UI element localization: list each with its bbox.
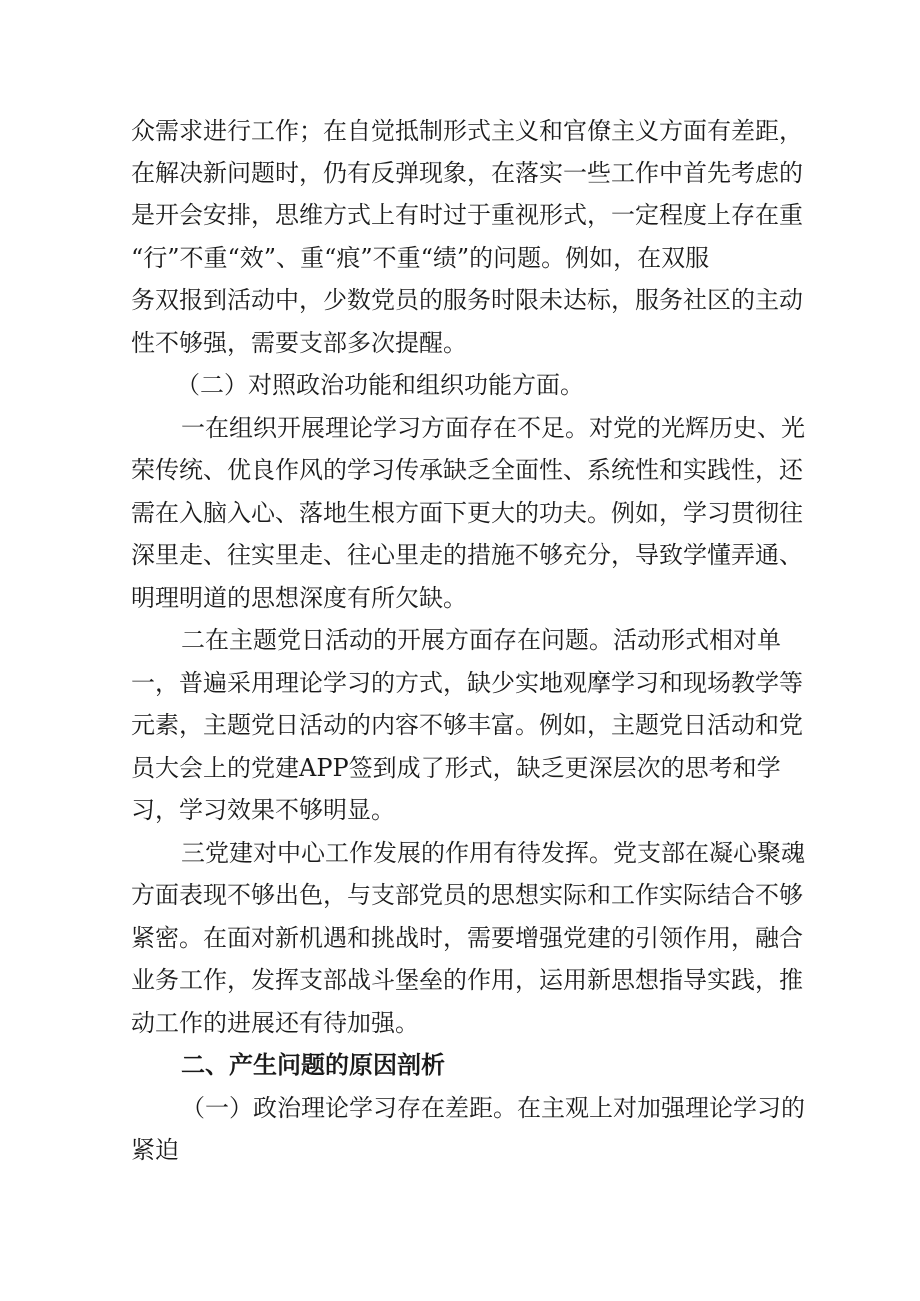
paragraph-text: 务双报到活动中，少数党员的服务时限未达标，服务社区的主动 (131, 286, 803, 314)
paragraph-line (0, 151, 920, 195)
paragraph-text: 众需求进行工作；在自觉抵制形式主义和官僚主义方面有差距， (131, 117, 803, 145)
paragraph-text: 方面表现不够出色，与支部党员的思想实际和工作实际结合不够 (131, 881, 803, 909)
paragraph-line (0, 1086, 920, 1130)
paragraph-text: 三党建对中心工作发展的作用有待发挥。党支部在凝心聚魂 (181, 839, 805, 867)
paragraph-line (0, 193, 920, 237)
subheading-text: （二）对照政治功能和组织功能方面。 (176, 371, 584, 399)
paragraph-text: （一）政治理论学习存在差距。在主观上对加强理论学习的 (181, 1094, 805, 1122)
paragraph-line (0, 746, 920, 790)
paragraph-line (0, 703, 920, 747)
paragraph-line (0, 406, 920, 450)
paragraph-line (0, 278, 920, 322)
paragraph-text: 需在入脑入心、落地生根方面下更大的功夫。例如，学习贯彻往 (131, 499, 803, 527)
section-heading-text: 二、产生问题的原因剖析 (181, 1051, 445, 1079)
paragraph-line (0, 448, 920, 492)
paragraph-text: 习，学习效果不够明显。 (131, 796, 395, 824)
paragraph-text: 紧密。在面对新机遇和挑战时，需要增强党建的引领作用，融合 (131, 924, 803, 952)
paragraph-line (0, 236, 920, 280)
paragraph-line (0, 1128, 920, 1172)
paragraph-line (0, 491, 920, 535)
paragraph-text: 元素，主题党日活动的内容不够丰富。例如，主题党日活动和党 (131, 711, 803, 739)
paragraph-line (0, 958, 920, 1002)
paragraph-text: 一，普遍采用理论学习的方式，缺少实地观摩学习和现场教学等 (131, 669, 803, 697)
paragraph-line (0, 109, 920, 153)
paragraph-text: 业务工作，发挥支部战斗堡垒的作用，运用新思想指导实践，推 (131, 966, 803, 994)
paragraph-text: 动工作的进展还有待加强。 (131, 1009, 419, 1037)
subheading-line (0, 363, 920, 407)
paragraph-text: 紧迫 (131, 1136, 179, 1164)
paragraph-text: “行”不重“效”、重“痕”不重“绩”的问题。例如，在双服 (131, 244, 710, 272)
paragraph-text: 是开会安排，思维方式上有时过于重视形式，一定程度上存在重 (131, 201, 803, 229)
paragraph-line (0, 873, 920, 917)
paragraph-line (0, 321, 920, 365)
paragraph-line (0, 788, 920, 832)
paragraph-text: 性不够强，需要支部多次提醒。 (131, 329, 467, 357)
paragraph-line (0, 661, 920, 705)
paragraph-text: 深里走、往实里走、往心里走的措施不够充分，导致学懂弄通、 (131, 541, 803, 569)
section-heading (0, 1043, 920, 1087)
paragraph-text: 一在组织开展理论学习方面存在不足。对党的光辉历史、光 (181, 414, 805, 442)
paragraph-text: 员大会上的党建APP签到成了形式，缺乏更深层次的思考和学 (131, 754, 781, 782)
paragraph-text: 在解决新问题时，仍有反弹现象，在落实一些工作中首先考虑的 (131, 159, 803, 187)
paragraph-line (0, 1001, 920, 1045)
paragraph-line (0, 831, 920, 875)
paragraph-text: 二在主题党日活动的开展方面存在问题。活动形式相对单 (181, 626, 781, 654)
paragraph-line (0, 916, 920, 960)
paragraph-text: 荣传统、优良作风的学习传承缺乏全面性、系统性和实践性，还 (131, 456, 803, 484)
paragraph-text: 明理明道的思想深度有所欠缺。 (131, 584, 467, 612)
paragraph-line (0, 533, 920, 577)
paragraph-line (0, 576, 920, 620)
paragraph-line (0, 618, 920, 662)
